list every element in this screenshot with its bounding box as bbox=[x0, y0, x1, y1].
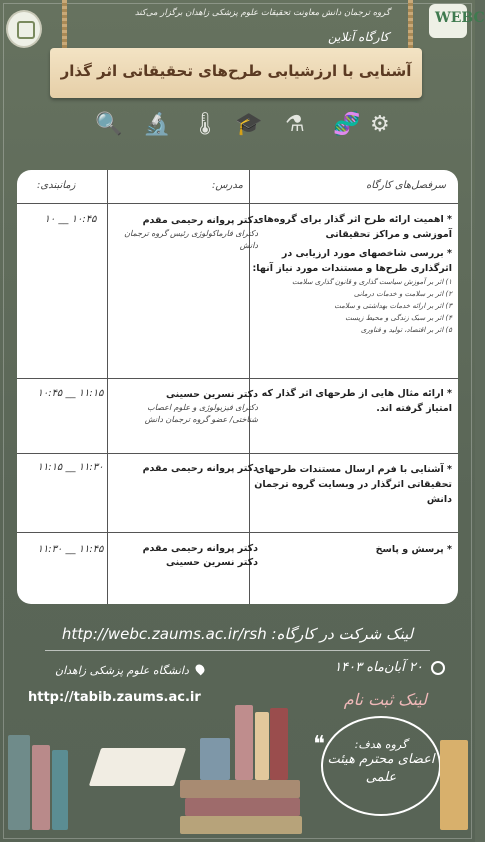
workshop-link[interactable]: لینک شرکت در کارگاه: http://webc.zaums.ac.ir/rsh bbox=[61, 625, 414, 643]
divider bbox=[45, 650, 430, 651]
topic-subitem: ۴) اثر بر سبک زندگی و محیط زیست bbox=[345, 314, 452, 322]
gear-icon: ⚙ bbox=[370, 112, 390, 137]
book-illustration bbox=[180, 816, 302, 834]
university-logo bbox=[6, 10, 42, 48]
table-row-time: ۱۰ __ ۱۰:۴۵ bbox=[44, 214, 97, 225]
university-line bbox=[55, 664, 204, 677]
webc-logo bbox=[429, 4, 485, 38]
banner-rope-right bbox=[408, 0, 413, 55]
lecturer-note: دکترای فارماکولوژی رئیس گروه ترجمان دانش bbox=[124, 229, 258, 250]
topic-item: * پرسش و پاسخ bbox=[375, 544, 452, 555]
university-name: دانشگاه علوم پزشکی زاهدان bbox=[55, 664, 189, 677]
book-illustration bbox=[255, 712, 269, 780]
table-row-time: ۱۰:۴۵ __ ۱۱:۱۵ bbox=[37, 388, 104, 399]
table-row-lecturer bbox=[123, 462, 258, 476]
book-illustration bbox=[270, 708, 288, 780]
table-row-topics bbox=[252, 386, 452, 416]
microscope-icon: 🔬 bbox=[143, 112, 171, 137]
open-book-illustration bbox=[89, 748, 186, 786]
row-divider bbox=[17, 203, 458, 204]
topic-item: * اهمیت ارائه طرح اثر گذار برای گروه‌های آموزشی و مراکز تحقیقاتی bbox=[255, 214, 452, 240]
target-title: گروه هدف: bbox=[354, 738, 408, 751]
banner-rope-left bbox=[62, 0, 67, 55]
register-link[interactable]: http://tabib.zaums.ac.ir bbox=[28, 690, 201, 705]
header-lecturer: مدرس: bbox=[211, 180, 243, 191]
quote-icon: ❝ bbox=[313, 732, 325, 757]
title-banner bbox=[50, 48, 422, 98]
book-search-icon: 🔍 bbox=[95, 112, 123, 137]
lecturer-name: دکتر پروانه رحیمی مقدم bbox=[142, 215, 258, 226]
table-row-topics bbox=[252, 542, 452, 557]
topic-item: * ارائه مثال هایی از طرحهای اثر گذار که امتیاز گرفته اند. bbox=[261, 388, 452, 414]
workshop-label: کارگاه آنلاین bbox=[328, 30, 389, 44]
target-body: اعضای محترم هیئت علمی bbox=[327, 752, 435, 785]
header-topics: سرفصل‌های کارگاه bbox=[366, 180, 446, 191]
table-row-topics bbox=[252, 212, 452, 336]
lecturer-name: دکتر نسرین حسینی bbox=[166, 557, 258, 568]
lecturer-name: دکتر نسرین حسینی bbox=[166, 389, 258, 400]
clock-icon bbox=[431, 661, 445, 675]
date-line bbox=[334, 660, 445, 675]
register-label: لینک ثبت نام bbox=[343, 690, 427, 709]
book-illustration bbox=[8, 735, 30, 830]
topic-subitem: ۵) اثر بر اقتصاد، تولید و فناوری bbox=[360, 326, 452, 334]
table-row-lecturer bbox=[123, 542, 258, 570]
row-divider bbox=[17, 532, 458, 533]
topic-subitem: ۲) اثر بر سلامت و خدمات درمانی bbox=[353, 290, 452, 298]
book-illustration bbox=[200, 738, 230, 780]
book-illustration bbox=[185, 798, 300, 816]
thermometer-icon: 🌡 bbox=[191, 112, 219, 137]
book-illustration bbox=[52, 750, 68, 830]
col-divider bbox=[107, 170, 108, 604]
topic-subitem: ۱) اثر بر آموزش سیاست گذاری و قانون گذاری سلامت bbox=[291, 278, 452, 286]
row-divider bbox=[17, 378, 458, 379]
dna-icon: 🧬 bbox=[333, 112, 361, 137]
topic-item: * بررسی شاخصهای مورد ارزیابی در اثرگذاری طرح‌ها و مستندات مورد نیاز آنها: bbox=[252, 248, 452, 274]
table-row-lecturer bbox=[123, 214, 258, 252]
flask-icon: ⚗ bbox=[285, 112, 305, 137]
event-date: ۲۰ آبان‌ماه ۱۴۰۳ bbox=[334, 660, 423, 675]
target-group-circle bbox=[321, 716, 441, 816]
organizer-line: گروه ترجمان دانش معاونت تحقیقات علوم پزشکی زاهدان برگزار می‌کند bbox=[134, 8, 390, 18]
lecturer-note: دکترای فیزیولوژی و علوم اعصاب شناختی/ عضو گروه ترجمان دانش bbox=[144, 403, 258, 424]
book-illustration bbox=[180, 780, 300, 798]
row-divider bbox=[17, 453, 458, 454]
topic-item: * آشنایی با فرم ارسال مستندات طرحهای تحقیقاتی اثرگذار در وبسایت گروه ترجمان دانش bbox=[254, 464, 452, 505]
schedule-table bbox=[17, 170, 458, 604]
book-illustration bbox=[440, 740, 468, 830]
lecturer-name: دکتر پروانه رحیمی مقدم bbox=[142, 543, 258, 554]
webc-logo-mark: WEBC bbox=[435, 10, 485, 26]
table-row-topics bbox=[252, 462, 452, 507]
science-icons-row bbox=[95, 112, 395, 152]
graduation-cap-icon: 🎓 bbox=[235, 112, 263, 137]
table-row-time: ۱۱:۱۵ __ ۱۱:۳۰ bbox=[37, 462, 104, 473]
lecturer-name: دکتر پروانه رحیمی مقدم bbox=[142, 463, 258, 474]
book-illustration bbox=[235, 705, 253, 780]
book-illustration bbox=[32, 745, 50, 830]
header-time: زمانبندی: bbox=[37, 180, 76, 191]
topic-subitem: ۳) اثر بر ارائه خدمات بهداشتی و سلامت bbox=[334, 302, 452, 310]
page-title: آشنایی با ارزشیابی طرح‌های تحقیقاتی اثر گذار bbox=[60, 62, 412, 80]
logo-emblem-icon bbox=[17, 21, 35, 39]
table-row-time: ۱۱:۳۰ __ ۱۱:۴۵ bbox=[37, 544, 104, 555]
table-row-lecturer bbox=[123, 388, 258, 426]
